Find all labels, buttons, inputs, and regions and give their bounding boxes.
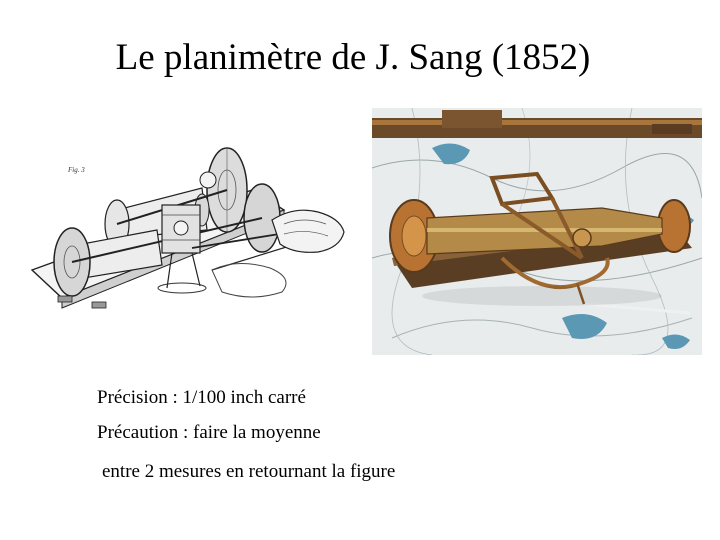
planimeter-engraving-image — [22, 120, 352, 330]
precaution-text: Précaution : faire la moyenne — [97, 422, 321, 443]
planimeter-photo-image — [372, 108, 702, 355]
precision-text: Précision : 1/100 inch carré — [97, 387, 306, 408]
engraving-figure-label: Fig. 3 — [68, 166, 85, 174]
slide-title: Le planimètre de J. Sang (1852) — [115, 37, 591, 78]
precaution-detail-text: entre 2 mesures en retournant la figure — [102, 461, 396, 482]
